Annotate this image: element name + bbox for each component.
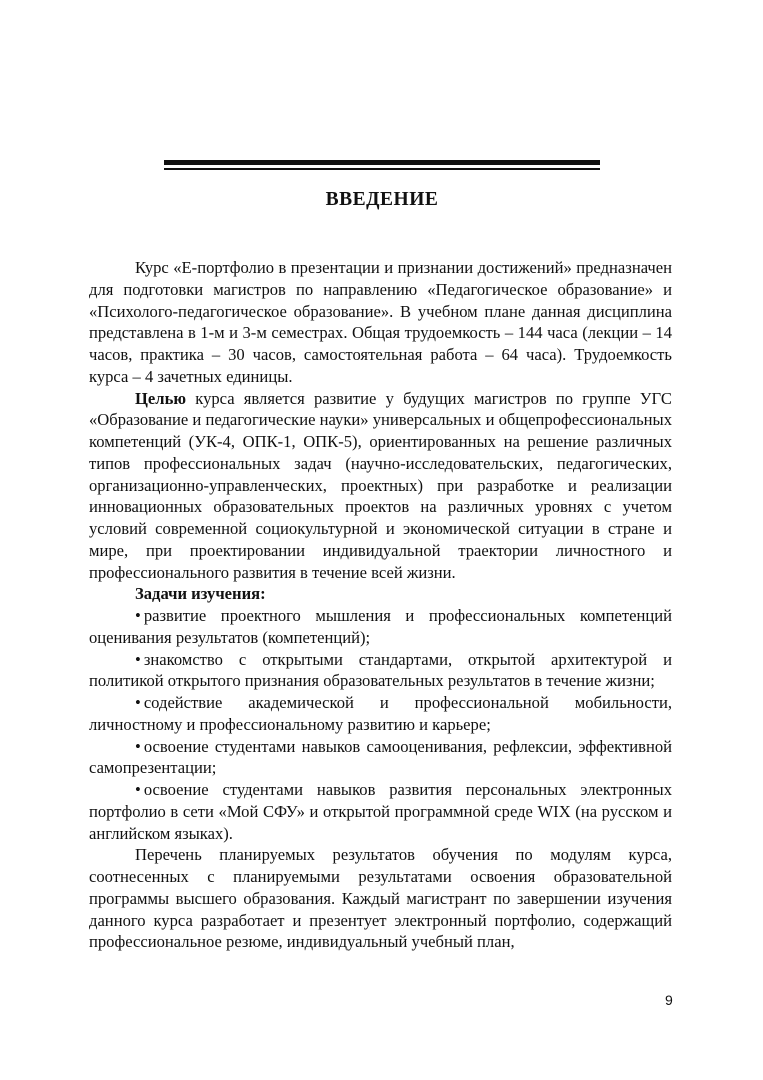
goal-lead: Целью [135,388,187,408]
goal-text: курса является развитие у будущих магистров по группе УГС «Образование и педагогические науки» универсальных и общепрофессиональных компетенций (УК-4, ОПК-1, ОПК-5), ориентированных на решение различных типов профессиональных задач (научно-исследовательских, педагогических, организационно-управленческих, проектных) при разработке и реализации инновационных образовательных проектов на различных уровнях с учетом условий современной социокультурной и экономической ситуации в стране и мире, при проектировании индивидуальной траектории личностного и профессионального развития в течение всей жизни. [89,388,672,582]
task-bullet-3 [89,692,672,736]
task-text-2: знакомство с открытыми стандартами, открытой архитектурой и политикой открытого признания образовательных результатов в течение жизни; [89,649,672,691]
goal-paragraph [89,388,672,584]
task-text-3: содействие академической и профессиональной мобильности, личностному и профессиональному развитию и карьере; [89,693,672,734]
bullet-icon: • [135,606,141,625]
body-text [89,257,672,953]
header-rule-thin [164,168,600,170]
task-bullet-1 [89,605,672,649]
header-rule-thick [164,160,600,165]
section-heading: ВВЕДЕНИЕ [325,189,439,210]
task-bullet-5 [89,779,672,844]
tasks-title-text: Задачи изучения: [135,584,266,604]
bullet-icon: • [135,693,141,712]
task-text-5: освоение студентами навыков развития персональных электронных портфолио в сети «Мой СФУ» и открытой программной среде WIX (на русском и английском языках). [89,780,672,843]
bullet-icon: • [135,649,141,669]
task-bullet-2 [89,649,672,693]
task-text-4: освоение студентами навыков самооценивания, рефлексии, эффективной самопрезентации; [89,736,672,778]
results-paragraph: Перечень планируемых результатов обучения по модулям курса, соотнесенных с планируемыми результатами освоения образовательной программы высшего образования. Каждый магистрант по завершении изучения данного курса разработает и презентует электронный портфолио, содержащий профессиональное резюме, индивидуальный учебный план, [89,845,672,952]
tasks-title [89,583,672,605]
intro-paragraph: Курс «Е-портфолио в презентации и признании достижений» предназначен для подготовки магистров по направлению «Педагогическое образование» и «Психолого-педагогическое образование». В учебном плане данная дисциплина представлена в 1-м и 3-м семестрах. Общая трудоемкость – 144 часа (лекции – 14 часов, практика – 30 часов, самостоятельная работа – 64 часа). Трудоемкость курса – 4 зачетных единицы. [89,258,672,386]
bullet-icon: • [135,736,141,756]
task-text-1: развитие проектного мышления и профессиональных компетенций оценивания результатов (компетенций); [89,606,672,647]
task-bullet-4 [89,736,672,780]
bullet-icon: • [135,780,141,799]
page-number: 9 [665,992,673,1008]
